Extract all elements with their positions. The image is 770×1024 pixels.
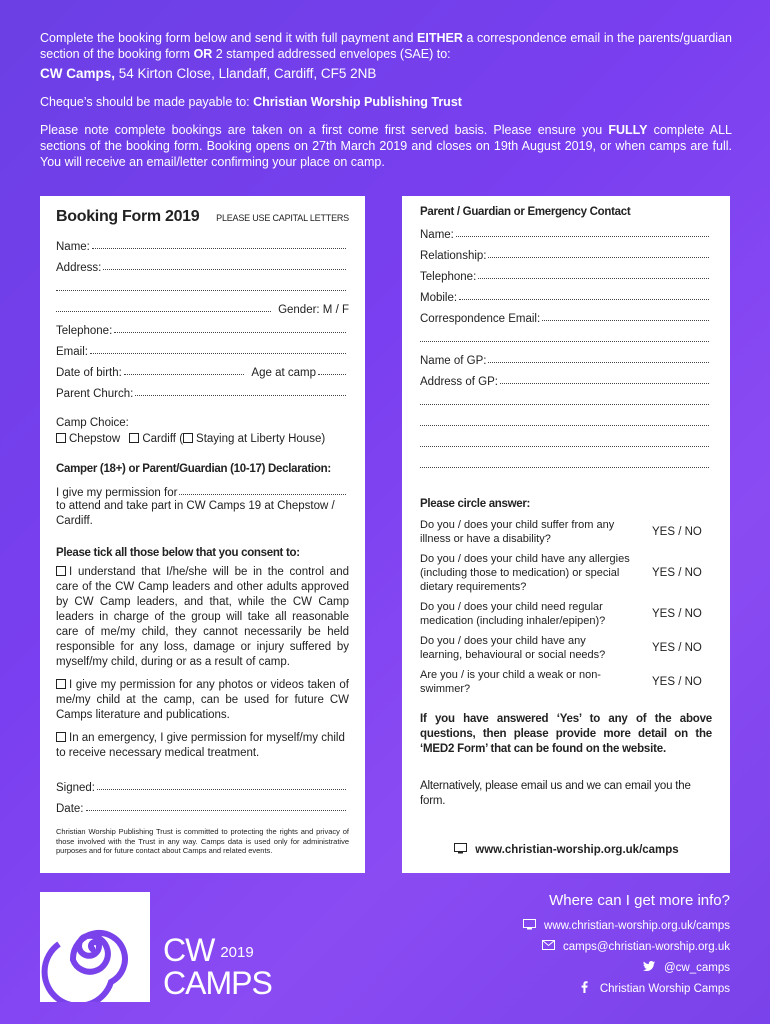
- yes-no-answer[interactable]: YES / NO: [652, 642, 702, 654]
- info-website[interactable]: www.christian-worship.org.uk/camps: [522, 915, 730, 936]
- envelope-icon: [541, 940, 555, 953]
- permission-field[interactable]: I give my permission for: [56, 481, 349, 499]
- consent-item-control[interactable]: I understand that I/he/she will be in the control and care of the CW Camp leaders and other adults approved by CW Camp leaders, and that, while the CW Camp leaders in charge of the group will take all reasonable care of me/my child, they cannot necessarily be held responsible for any loss, damage or injury suffered by myself/my child, during or as a result of camp.: [56, 566, 349, 668]
- question-text: Do you / does your child need regular medication (including inhaler/epipen)?: [420, 601, 606, 627]
- medical-question-row: [420, 518, 712, 546]
- question-text: Are you / is your child a weak or non-swimmer?: [420, 669, 601, 695]
- email-line-2[interactable]: [420, 325, 712, 346]
- declaration-title: Camper (18+) or Parent/Guardian (10-17) Declaration:: [56, 463, 331, 475]
- checkbox[interactable]: [56, 679, 66, 689]
- medical-question-row: [420, 634, 712, 662]
- medical-question-row: [420, 552, 712, 594]
- consent-item-photos[interactable]: I give my permission for any photos or videos taken of me/my child at the camp, can be used for future CW Camps literature and publications.: [56, 679, 349, 721]
- booking-form-title: Booking Form 2019: [56, 208, 200, 225]
- cw-camps-wordmark: CW 2019 CAMPS: [163, 932, 272, 1001]
- privacy-notice: Christian Worship Publishing Trust is committed to protecting the rights and privacy of those involved with the Trust in any way. Camps data is used only for administrative purposes and for future contact about Camps and related events.: [56, 827, 349, 855]
- permission-text: to attend and take part in CW Camps 19 at Chepstow / Cardiff.: [56, 500, 335, 527]
- liberty-checkbox[interactable]: [183, 433, 193, 443]
- name-field[interactable]: Name:: [56, 232, 349, 253]
- twitter-icon: [642, 961, 656, 974]
- camp-choice-options: [56, 433, 349, 445]
- date-field[interactable]: Date:: [56, 794, 349, 815]
- email-field[interactable]: Email:: [56, 337, 349, 358]
- parent-contact-card: [402, 196, 730, 873]
- website-link[interactable]: www.christian-worship.org.uk/camps: [420, 843, 712, 857]
- facebook-icon: [578, 981, 592, 996]
- camp-choice-label: Camp Choice:: [56, 417, 129, 429]
- gp-address-line-5[interactable]: [420, 451, 712, 472]
- info-facebook[interactable]: Christian Worship Camps: [522, 978, 730, 999]
- relationship-field[interactable]: Relationship:: [420, 241, 712, 262]
- checkbox[interactable]: [129, 433, 139, 443]
- gp-address-field[interactable]: Address of GP:: [420, 367, 712, 388]
- info-email[interactable]: camps@christian-worship.org.uk: [522, 936, 730, 957]
- dob-age-field[interactable]: Date of birth: Age at camp: [56, 358, 349, 379]
- question-text: Do you / does your child have any allergies (including those to medication) or special dietary requirements?: [420, 553, 630, 593]
- more-info-title: Where can I get more info?: [549, 892, 730, 909]
- gp-address-line-4[interactable]: [420, 430, 712, 451]
- booking-note: Please note complete bookings are taken on a first come first served basis. Please ensure you FULLY complete ALL sections of the booking form. Booking opens on 27th March 2019 and closes on 19th August 2019, or when camps are full. You will receive an email/letter confirming your place on camp.: [40, 123, 732, 169]
- parent-telephone-field[interactable]: Telephone:: [420, 262, 712, 283]
- yes-no-answer[interactable]: YES / NO: [652, 526, 702, 538]
- checkbox[interactable]: [56, 732, 66, 742]
- medical-question-row: [420, 668, 712, 696]
- gender-field[interactable]: Gender: M / F: [56, 295, 349, 316]
- alternative-note: Alternatively, please email us and we can email you the form.: [420, 780, 691, 807]
- yes-no-answer[interactable]: YES / NO: [652, 608, 702, 620]
- question-text: Do you / does your child have any learning, behavioural or social needs?: [420, 635, 606, 661]
- checkbox[interactable]: [56, 433, 66, 443]
- cheque-note: Cheque’s should be made payable to: Christian Worship Publishing Trust: [40, 95, 462, 109]
- circle-answer-title: Please circle answer:: [420, 498, 531, 510]
- church-field[interactable]: Parent Church:: [56, 379, 349, 400]
- gp-address-line-2[interactable]: [420, 388, 712, 409]
- capitals-note: PLEASE USE CAPITAL LETTERS: [216, 213, 349, 223]
- yes-no-answer[interactable]: YES / NO: [652, 676, 702, 688]
- camp-cardiff-option[interactable]: Cardiff ( Staying at Liberty House): [129, 433, 325, 445]
- consent-item-medical[interactable]: In an emergency, I give permission for myself/my child to receive necessary medical treatment.: [56, 732, 345, 759]
- address-field[interactable]: Address:: [56, 253, 349, 274]
- camp-chepstow-option[interactable]: Chepstow: [56, 433, 120, 445]
- medical-question-row: [420, 600, 712, 628]
- gp-name-field[interactable]: Name of GP:: [420, 346, 712, 367]
- mobile-field[interactable]: Mobile:: [420, 283, 712, 304]
- monitor-icon: [453, 843, 467, 857]
- yes-no-answer[interactable]: YES / NO: [652, 567, 702, 579]
- booking-form-card: [40, 196, 365, 873]
- gp-address-line-3[interactable]: [420, 409, 712, 430]
- telephone-field[interactable]: Telephone:: [56, 316, 349, 337]
- correspondence-email-field[interactable]: Correspondence Email:: [420, 304, 712, 325]
- medical-questions: [420, 518, 712, 696]
- address-line-2[interactable]: [56, 274, 349, 295]
- med2-note: If you have answered ‘Yes’ to any of the above questions, then please provide more detail on the ‘MED2 Form’ that can be found on the website.: [420, 713, 712, 755]
- info-twitter[interactable]: @cw_camps: [522, 957, 730, 978]
- more-info: [522, 892, 730, 999]
- monitor-icon: [522, 919, 536, 933]
- consent-title: Please tick all those below that you consent to:: [56, 547, 300, 559]
- parent-title: Parent / Guardian or Emergency Contact: [420, 206, 631, 218]
- checkbox[interactable]: [56, 566, 66, 576]
- postal-address: CW Camps, 54 Kirton Close, Llandaff, Cardiff, CF5 2NB: [40, 66, 377, 81]
- intro-text: [40, 30, 732, 182]
- parent-name-field[interactable]: Name:: [420, 220, 712, 241]
- cw-camps-logo: [40, 892, 150, 1002]
- intro-instructions: Complete the booking form below and send it with full payment and EITHER a correspondence email in the parents/guardian section of the booking form OR 2 stamped addressed envelopes (SAE) to:: [40, 31, 732, 61]
- signed-field[interactable]: Signed:: [56, 773, 349, 794]
- question-text: Do you / does your child suffer from any illness or have a disability?: [420, 519, 615, 545]
